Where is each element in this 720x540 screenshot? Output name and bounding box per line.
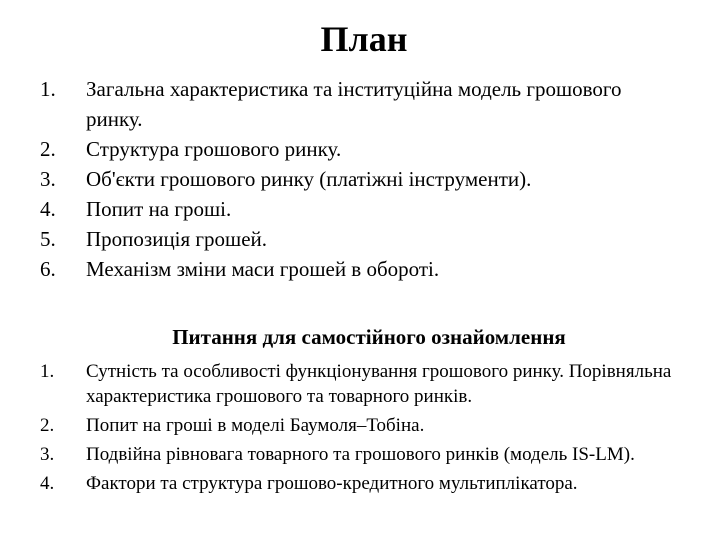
plan-item-number: 2.	[40, 137, 56, 161]
self-study-item-number: 4.	[40, 473, 55, 494]
self-study-item-text: Попит на гроші в моделі Баумоля–Тобіна.	[86, 415, 425, 436]
plan-item-text: Структура грошового ринку.	[86, 137, 342, 161]
plan-item	[40, 224, 680, 254]
plan-item-number: 5.	[40, 227, 56, 251]
plan-item	[40, 134, 680, 164]
plan-item-text: Пропозиція грошей.	[86, 227, 268, 251]
self-study-item	[40, 359, 680, 409]
self-study-item-text: Подвійна рівновага товарного та грошового ринків (модель IS-LM).	[86, 444, 635, 465]
plan-item-text: Об'єкти грошового ринку (платіжні інструменти).	[86, 167, 532, 191]
plan-item-text: Механізм зміни маси грошей в обороті.	[86, 257, 440, 281]
plan-item-text: Загальна характеристика та інституційна модель грошового ринку.	[86, 77, 622, 131]
plan-item-number: 6.	[40, 257, 56, 281]
slide-title: План	[320, 19, 408, 59]
self-study-item	[40, 442, 680, 467]
self-study-item-text: Сутність та особливості функціонування грошового ринку. Порівняльна характеристика грошового та товарного ринків.	[86, 361, 672, 407]
self-study-list	[40, 359, 680, 496]
plan-item-number: 4.	[40, 197, 56, 221]
self-study-item	[40, 471, 680, 496]
self-study-heading: Питання для самостійного ознайомлення	[172, 325, 566, 349]
self-study-item-text: Фактори та структура грошово-кредитного мультиплікатора.	[86, 473, 578, 494]
plan-item-text: Попит на гроші.	[86, 197, 232, 221]
self-study-item-number: 3.	[40, 444, 55, 465]
plan-item	[40, 164, 680, 194]
plan-list	[40, 74, 680, 284]
self-study-item-number: 1.	[40, 361, 55, 382]
plan-item-number: 1.	[40, 77, 56, 101]
plan-item-number: 3.	[40, 167, 56, 191]
self-study-item	[40, 413, 680, 438]
plan-item	[40, 74, 680, 134]
plan-item	[40, 194, 680, 224]
self-study-item-number: 2.	[40, 415, 55, 436]
plan-item	[40, 254, 680, 284]
